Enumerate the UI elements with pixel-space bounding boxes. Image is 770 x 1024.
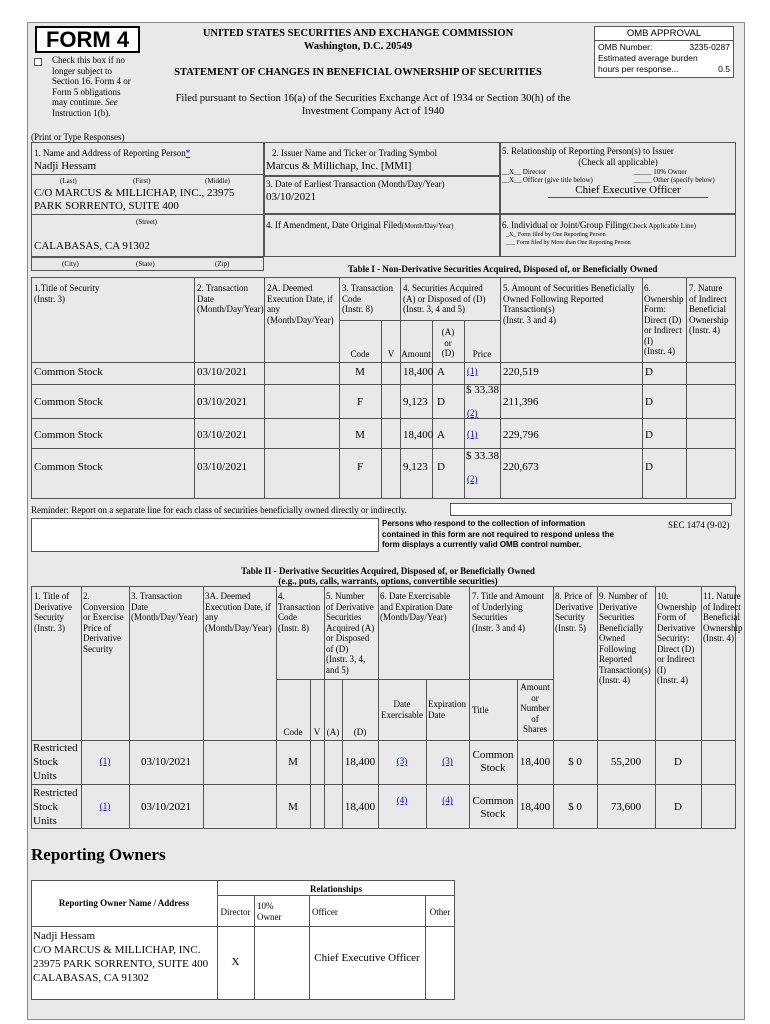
t2-h1: 1. Title of Derivative Security (Instr. 3) bbox=[34, 591, 72, 633]
t1-h6: 6. Ownership Form: Direct (D) or Indirect (I) (Instr. 4) bbox=[644, 283, 684, 356]
t2-h3: 3. Transaction Date (Month/Day/Year) bbox=[131, 591, 198, 622]
director-check[interactable]: __X__ Director bbox=[502, 168, 547, 176]
joint-filing-one[interactable]: _X_ Form filed by One Reporting Person bbox=[506, 232, 606, 238]
t1-h4: 4. Securities Acquired (A) or Disposed of (D) (Instr. 3, 4 and 5) bbox=[403, 283, 486, 314]
t2-sub-d: (D) bbox=[353, 727, 367, 737]
relationship-sub: (Check all applicable) bbox=[578, 157, 658, 167]
notice-box-left bbox=[31, 518, 379, 552]
table2-subtitle: (e.g., puts, calls, warrants, options, convertible securities) bbox=[278, 576, 498, 586]
earliest-date-value: 03/10/2021 bbox=[266, 191, 317, 203]
t2-h5: 5. Number of Derivative Securities Acquired (A) or Disposed of (D) (Instr. 3, 4, and 5) bbox=[326, 591, 375, 675]
t2-h4: 4. Transaction Code (Instr. 8) bbox=[278, 591, 321, 633]
reporting-person-name: Nadji Hessam bbox=[34, 160, 97, 172]
t1-sub-v: V bbox=[387, 349, 395, 359]
reporting-person-label: 1. Name and Address of Reporting Person* bbox=[34, 148, 191, 158]
omb-number: 3235-0287 bbox=[689, 42, 730, 52]
state-label: (State) bbox=[136, 260, 155, 268]
t1-h2a: 2A. Deemed Execution Date, if any (Month/Day/Year) bbox=[267, 283, 334, 325]
footnote-link[interactable]: (2) bbox=[467, 408, 478, 418]
joint-filing-label: 6. Individual or Joint/Group Filing(Check Applicable Line) bbox=[502, 220, 696, 230]
check-box-instruction: Check this box if no longer subject to Section 16. Form 4 or Form 5 obligations may continue. See Instruction 1(b). bbox=[52, 55, 131, 118]
issuer-value: Marcus & Millichap, Inc. [MMI] bbox=[266, 160, 412, 172]
owners-col-name: Reporting Owner Name / Address bbox=[58, 898, 190, 908]
form-title: FORM 4 bbox=[45, 27, 130, 52]
t2-sub-title: Title bbox=[472, 705, 489, 715]
omb-hours: 0.5 bbox=[718, 64, 730, 74]
ten-pct-check[interactable]: _____ 10% Owner bbox=[634, 168, 687, 176]
omb-approval-box bbox=[594, 26, 734, 78]
first-label: (First) bbox=[133, 177, 151, 185]
owners-col-officer: Officer bbox=[312, 907, 338, 917]
owners-relationships: Relationships bbox=[309, 884, 362, 894]
reminder-box-right bbox=[450, 503, 732, 516]
commission-name: UNITED STATES SECURITIES AND EXCHANGE COMMISSION bbox=[202, 28, 514, 39]
persons-notice: Persons who respond to the collection of information contained in this form are not required to respond unless the form displays a currently valid OMB control number. bbox=[382, 519, 615, 549]
omb-title: OMB APPROVAL bbox=[595, 27, 733, 41]
t2-sub-v: V bbox=[313, 727, 321, 737]
t2-h10: 10. Ownership Form of Derivative Security: Direct (D) or Indirect (I) (Instr. 4) bbox=[657, 591, 697, 685]
form-title-box bbox=[35, 26, 140, 53]
t1-h7: 7. Nature of Indirect Beneficial Ownership (Instr. 4) bbox=[689, 283, 729, 335]
relationship-label: 5. Relationship of Reporting Person(s) to Issuer bbox=[502, 146, 674, 156]
t1-sub-aord: (A) or (D) bbox=[441, 327, 455, 358]
city-state-zip: CALABASAS, CA 91302 bbox=[34, 240, 150, 252]
t2-h9: 9. Number of Derivative Securities Beneficially Owned Following Reported Transaction(s) (Instr. 4) bbox=[599, 591, 651, 685]
t2-h2: 2. Conversion or Exercise Price of Derivative Security bbox=[83, 591, 125, 654]
middle-label: (Middle) bbox=[205, 177, 230, 185]
t2-sub-code: Code bbox=[283, 727, 303, 737]
print-type-note: (Print or Type Responses) bbox=[31, 132, 125, 142]
t1-sub-amount: Amount bbox=[401, 349, 431, 359]
sec-number: SEC 1474 (9-02) bbox=[668, 520, 730, 530]
owners-col-other: Other bbox=[429, 907, 451, 917]
t1-h2: 2. Transaction Date (Month/Day/Year) bbox=[197, 283, 264, 314]
omb-hours-label: hours per response... bbox=[598, 64, 679, 74]
filed-pursuant-line1: Filed pursuant to Section 16(a) of the Securities Exchange Act of 1934 or Section 30(h) of the bbox=[175, 93, 571, 104]
t2-sub-date-ex: Date Exercisable bbox=[381, 699, 423, 720]
t1-sub-price: Price bbox=[472, 349, 492, 359]
t1-sub-code: Code bbox=[350, 349, 370, 359]
t2-sub-a: (A) bbox=[326, 727, 340, 737]
footnote-link[interactable]: (4) bbox=[442, 795, 453, 805]
no-longer-subject-checkbox[interactable] bbox=[34, 58, 42, 66]
other-check[interactable]: _____ Other (specify below) bbox=[634, 176, 715, 184]
street-label: (Street) bbox=[136, 218, 157, 226]
omb-burden-label: Estimated average burden bbox=[598, 53, 698, 63]
t2-sub-exp: Expiration Date bbox=[428, 699, 466, 720]
t1-h1: 1.Title of Security (Instr. 3) bbox=[34, 283, 100, 304]
zip-label: (Zip) bbox=[215, 260, 230, 268]
issuer-label: 2. Issuer Name and Ticker or Trading Symbol bbox=[272, 148, 437, 158]
footnote-link[interactable]: (3) bbox=[442, 756, 453, 766]
last-label: (Last) bbox=[60, 177, 77, 185]
officer-title: Chief Executive Officer bbox=[548, 184, 708, 198]
owner-director-mark: X bbox=[231, 956, 240, 968]
owner-officer-value: Chief Executive Officer bbox=[314, 952, 420, 964]
t2-h3a: 3A. Deemed Execution Date, if any (Month/Day/Year) bbox=[205, 591, 272, 633]
reminder-text: Reminder: Report on a separate line for each class of securities beneficially owned directly or indirectly. bbox=[31, 505, 407, 515]
owner-name-address: Nadji Hessam C/O MARCUS & MILLICHAP, INC. 23975 PARK SORRENTO, SUITE 400 CALABASAS, CA 91302 bbox=[33, 930, 209, 984]
statement-title: STATEMENT OF CHANGES IN BENEFICIAL OWNERSHIP OF SECURITIES bbox=[174, 67, 542, 78]
owners-col-director: Director bbox=[220, 907, 251, 917]
address-line1: C/O MARCUS & MILLICHAP, INC., 23975 bbox=[34, 187, 235, 199]
table1-title: Table I - Non-Derivative Securities Acquired, Disposed of, or Beneficially Owned bbox=[348, 264, 658, 274]
footnote-link[interactable]: (1) bbox=[467, 366, 478, 376]
owners-col-ten-pct: 10% Owner bbox=[257, 901, 282, 922]
footnote-link[interactable]: (1) bbox=[99, 756, 111, 766]
t2-h7: 7. Title and Amount of Underlying Securities (Instr. 3 and 4) bbox=[472, 591, 545, 633]
form-page: FORM 4 Check this box if no longer subject to Section 16. Form 4 or Form 5 obligations may continue. See Instruction 1(b). UNITED STATES SECURITIES AND EXCHANGE COMMISSION Washington, D.C. 20549 STATEMENT OF CHANGES IN BENEFICIAL OWNERSHIP OF SECURITIES Filed pursuant to Section 16(a) of the Securities Exchange Act of 1934 or Section 30(h) of the Investment Company Act of 1940 OMB APPROVAL OMB Number: 3235-0287 Estimated average burden hours per response... 0.5 (Print or Type Responses) 1. Name and Address of Reporting Person* Nadji Hessam (Last) (First) (Middle) C/O MARCUS & MILLICHAP, INC., 23975 PARK SORRENTO, SUITE 400 (Street) CALABASAS, CA 91302 (City) (State) (Zip) 2. Issuer Name and Ticker or Trading Symbol Marcus & Millichap, Inc. [MMI] 3. Date of Earliest Transaction (Month/Day/Year) 03/10/2021 4. If Amendment, Date Original Filed(Month/Day/Year) 5. Relationship of Reporting Person(s) to Issuer (Check all applicable) __X__ Director _____ 10% Owner __X__ Officer (give title below) _____ Other (specify below) Chief Executive Officer 6. Individual or Joint/Group Filing(Check Applicable Line) _X_ Form filed by One Reporting Person ___ Form filed by More than One Reporting Person Table I - Non-Derivative Securities Acquired, Disposed of, or Beneficially Owned 1.Title of Security (Instr. 3) 2. Transaction Date (Month/Day/Year) 2A. Deemed Execution Date, if any (Month/Day/Year) 3. Transaction Code (Instr. 8) 4. Securities Acquired (A) or Disposed of (D) (Instr. 3, 4 and 5) 5. Amount of Securities Beneficially Owned Following Reported Transaction(s) (Instr. 3 and 4) 6. Ownership Form: Direct (D) or Indirect (I) (Instr. 4) 7. Nature of Indirect Beneficial Ownership (Instr. 4) Code V Amount (A) or (D) Price Common Stock 03/10/2021 M 18,400 A (1) 220,519 D Common Stock 03/10/2021 F 9,123 D $ 33.38 (2) 211,396 D Common Stock 03/10/2021 M 18,400 A (1) 229,796 D Common Stock 03/10/2021 F 9,123 D $ 33.38 (2) 220,673 D Reminder: Report on a separate line for each class of securities beneficially owned directly or indirectly. Persons who respond to the collection of information contained in this form are not required to respond unless the form displays a currently valid OMB control number. SEC 1474 (9-02) Table II - Derivative Securities Acquired, Disposed of, or Beneficially Owned (e.g., puts, calls, warrants, options, convertible securities) 1. Title of Derivative Security (Instr. 3) 2. Conversion or Exercise Price of Derivative Security 3. Transaction Date (Month/Day/Year) 3A. Deemed Execution Date, if any (Month/Day/Year) 4. Transaction Code (Instr. 8) 5. Number of Derivative Securities Acquired (A) or Disposed of (D) (Instr. 3, 4, and 5) 6. Date Exercisable and Expiration Date (Month/Day/Year) 7. Title and Amount of Underlying Securities (Instr. 3 and 4) 8. Price of Derivative Security (Instr. 5) 9. Number of Derivative Securities Beneficially Owned Following Reported Transaction(s) (Instr. 4) 10. Ownership Form of Derivative Security: Direct (D) or Indirect (I) (Instr. 4) 11. Nature of Indirect Beneficial Ownership (Instr. 4) Code V (A) (D) Date Exercisable Expiration Date Title Amount or Number of Shares Restricted Stock Units (1) 03/10/2021 M 18,400 (3) (3) Common Stock 18,400 $ 0 55,200 D Restricted Stock Units (1) 03/10/2021 M 18,400 (4) (4) Common Stock 18,400 $ 0 73,600 D Reporting Owners Reporting Owner Name / Address Relationships Director 10% Owner Officer Other Nadji Hessam C/O MARCUS & MILLICHAP, INC. 23975 PARK SORRENTO, SUITE 400 CALABASAS, CA 91302 X Chief Executive Officer bbox=[27, 22, 745, 1020]
table2-title: Table II - Derivative Securities Acquired, Disposed of, or Beneficially Owned bbox=[241, 566, 535, 576]
t2-h6: 6. Date Exercisable and Expiration Date (Month/Day/Year) bbox=[380, 591, 453, 622]
joint-filing-more[interactable]: ___ Form filed by More than One Reporting Person bbox=[506, 240, 631, 246]
address-line2: PARK SORRENTO, SUITE 400 bbox=[34, 200, 179, 212]
filed-pursuant-line2: Investment Company Act of 1940 bbox=[301, 106, 445, 117]
t1-h3: 3. Transaction Code (Instr. 8) bbox=[342, 283, 394, 314]
footnote-link[interactable]: (1) bbox=[99, 801, 111, 811]
t2-h11: 11. Nature of Indirect Beneficial Ownership (Instr. 4) bbox=[703, 591, 743, 643]
t2-h8: 8. Price of Derivative Security (Instr. 5) bbox=[555, 591, 593, 633]
reporting-owners-heading: Reporting Owners bbox=[31, 845, 166, 864]
footnote-link[interactable]: (3) bbox=[396, 756, 408, 766]
t2-sub-amount: Amount or Number of Shares bbox=[520, 682, 550, 734]
officer-check[interactable]: __X__ Officer (give title below) bbox=[502, 176, 593, 184]
footnote-link[interactable]: (4) bbox=[396, 795, 408, 805]
omb-number-label: OMB Number: bbox=[598, 42, 653, 52]
commission-location: Washington, D.C. 20549 bbox=[303, 41, 413, 52]
earliest-date-label: 3. Date of Earliest Transaction (Month/Day/Year) bbox=[266, 179, 445, 189]
amendment-label: 4. If Amendment, Date Original Filed(Month/Day/Year) bbox=[266, 220, 454, 230]
city-label: (City) bbox=[62, 260, 79, 268]
footnote-link[interactable]: (1) bbox=[467, 429, 478, 439]
t1-h5: 5. Amount of Securities Beneficially Owned Following Reported Transaction(s) (Instr. 3 and 4) bbox=[503, 283, 635, 325]
footnote-link[interactable]: (2) bbox=[467, 474, 478, 484]
